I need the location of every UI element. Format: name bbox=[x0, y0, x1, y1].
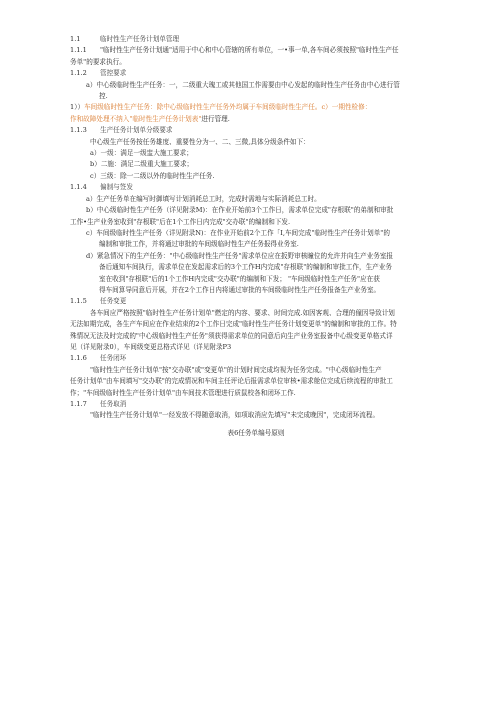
paragraph-line-1: 各车间应严格按照"临时性生产任务计划单"燃定的内容、要求、时间完成.如因客观、合理的僮因导致计划 bbox=[90, 308, 395, 317]
item-a-line-2: 控. bbox=[99, 92, 108, 101]
list-item-d-line-2: 备后通知车间执行，需求单位在发起需求后的3个工作H内完成"存根联"的编制和审批工作，生产业务 bbox=[99, 263, 392, 272]
section-number: 1.1 bbox=[70, 35, 81, 43]
list-item-d-line-4: 得车间算导同意后开展，并在2个工作日内将通过审批的车间级临时性生产任务报备生产业务室。 bbox=[99, 285, 381, 294]
section-1-1-7-heading bbox=[70, 399, 442, 410]
paragraph-line-3: 作；"车间级临时性生产任务计划单"由车间技术管理进行质鼠校各和闭环工作. bbox=[70, 388, 296, 397]
paragraph-line: 中心级生产任务按任务雄度、重要性分为一、二、三微,具体分级条件如下： bbox=[90, 137, 310, 146]
item-a-line-1: a）中心级临时性生产任务：一，二级重大瑰工或其他国工作需要由中心发起的临时性生产任务由中心进行管 bbox=[86, 80, 400, 89]
item-b-line-1 bbox=[70, 102, 442, 113]
section-1-1-heading bbox=[70, 34, 442, 45]
section-number: 1.1.1 bbox=[70, 46, 87, 55]
list-item-c: c）三级：除一二级以外的临时性生产任务. bbox=[90, 171, 215, 180]
section-1-1-5-heading bbox=[70, 296, 442, 307]
section-number: 1.1.3 bbox=[70, 126, 87, 135]
section-number: 1.1.4 bbox=[70, 183, 87, 192]
section-1-1-1-line-1 bbox=[70, 45, 442, 56]
section-1-1-2-heading bbox=[70, 68, 442, 79]
table-caption: 表6任务单编号原则 bbox=[227, 428, 285, 437]
list-item-d-line-1: d）紧急情况下的生产任务："中心级临时性生产任务"需求单位应在扳野审核瞳位的允许并向生产业务室报 bbox=[86, 251, 394, 260]
section-1-1-1-line-2: 务单"的要求执行。 bbox=[70, 57, 126, 66]
list-item-c-line-1: c）车间级临时性生产任务（详见附录N)：在作业开始前2个工作「I,车间完成"临时性生产任务计划单"的 bbox=[86, 228, 390, 237]
item-prefix: 1）） bbox=[70, 103, 85, 112]
list-item-b-line-2: 工作•生产业务室收到"存根联"后在1个工作日内完成"交办联"的编制和下发. bbox=[70, 217, 291, 226]
item-b-line-2 bbox=[70, 114, 442, 125]
section-1-1-6-heading bbox=[70, 353, 442, 364]
paragraph-line-1: "临时性生产任务计划单"一经发放不得随意取消，如项取消应先填写"未完成晚因"，完成闭环流程。 bbox=[90, 411, 380, 420]
section-title: 偏制与签发 bbox=[100, 183, 133, 192]
paragraph-line-2: 无法如期完成，各生产车间应在作业结束的2个工作日完成"临时性生产任务计划变更单"的编制和审批的工作。特 bbox=[70, 320, 397, 329]
highlighted-text: 车间级临时性生产任务：除中心级临时性生产任务外均属于车间级临时性生产任。c）一期性检修： bbox=[84, 103, 372, 112]
paragraph-text: 进行管理. bbox=[201, 114, 230, 123]
section-title: 任务取消 bbox=[100, 400, 127, 408]
list-item-c-line-2: 编制和审批工作，并将通过审批的车间级临时性生产任务报得业务室. bbox=[99, 240, 299, 249]
list-item-a: a）一级：满足一级盅大施工要求； bbox=[90, 149, 193, 158]
section-title: 管控要求 bbox=[100, 69, 127, 78]
section-number: 1.1.7 bbox=[70, 400, 87, 408]
section-title: 任务变更 bbox=[100, 297, 127, 306]
list-item-d-line-3: 室在收到"存根联"后的1个工作H内完成"交办联"的编制和下发； "车间级临时性生产任务"应在获 bbox=[99, 274, 380, 283]
paragraph-line-2: 任务计划单"由车间填写"交办联"的完成情况和车间主任评论后报需求单位审核•需求舱位完成后续流程的审批工 bbox=[70, 377, 393, 386]
section-number: 1.1.5 bbox=[70, 297, 87, 306]
section-number: 1.1.2 bbox=[70, 69, 87, 78]
section-title: 临时性生产任务计划单管理 bbox=[100, 35, 180, 43]
list-item-b: b）二施：满足二级重大施工要求； bbox=[90, 160, 194, 169]
section-title: 任务闭环 bbox=[100, 354, 127, 363]
section-1-1-4-heading bbox=[70, 182, 442, 193]
section-number: 1.1.6 bbox=[70, 354, 87, 363]
list-item-a: a）生产任务单在编写时御填写计划消耗总工时，完成时需地与实际消耗总工时。 bbox=[86, 194, 321, 203]
highlighted-text: 作和故障处理不纳入"临时性生产任务计划表" bbox=[70, 114, 202, 123]
paragraph-line-3: 殊情况无法及时完成的"中心级临时性生产任务"须获得需求单位的同意后向生产业务室报备中心级变更单格式详 bbox=[70, 331, 393, 340]
paragraph-line-1: "临时性生产任务计划单"按"交办联"或"变更单"的计划时间完成均视为任务完成。"中心级临时性生产 bbox=[90, 365, 382, 374]
section-1-1-3-heading bbox=[70, 125, 442, 136]
section-title: 生产任务计划单分级要求 bbox=[100, 126, 173, 135]
paragraph-text: "临时性生产任务计划通"适用于中心和中心管辖的所有单位，一•事一单,各车间必须按照"临时性生产任 bbox=[100, 46, 399, 55]
list-item-b-line-1: b）中心级临时性生产任务（详见附录M)：在作业开始前3个工作日，需求单位完成"存根联"的弟制和审批 bbox=[86, 206, 394, 215]
paragraph-line-4: 见（详见附录0），车间级变更总格式详见（详见附录P3 bbox=[70, 342, 232, 351]
